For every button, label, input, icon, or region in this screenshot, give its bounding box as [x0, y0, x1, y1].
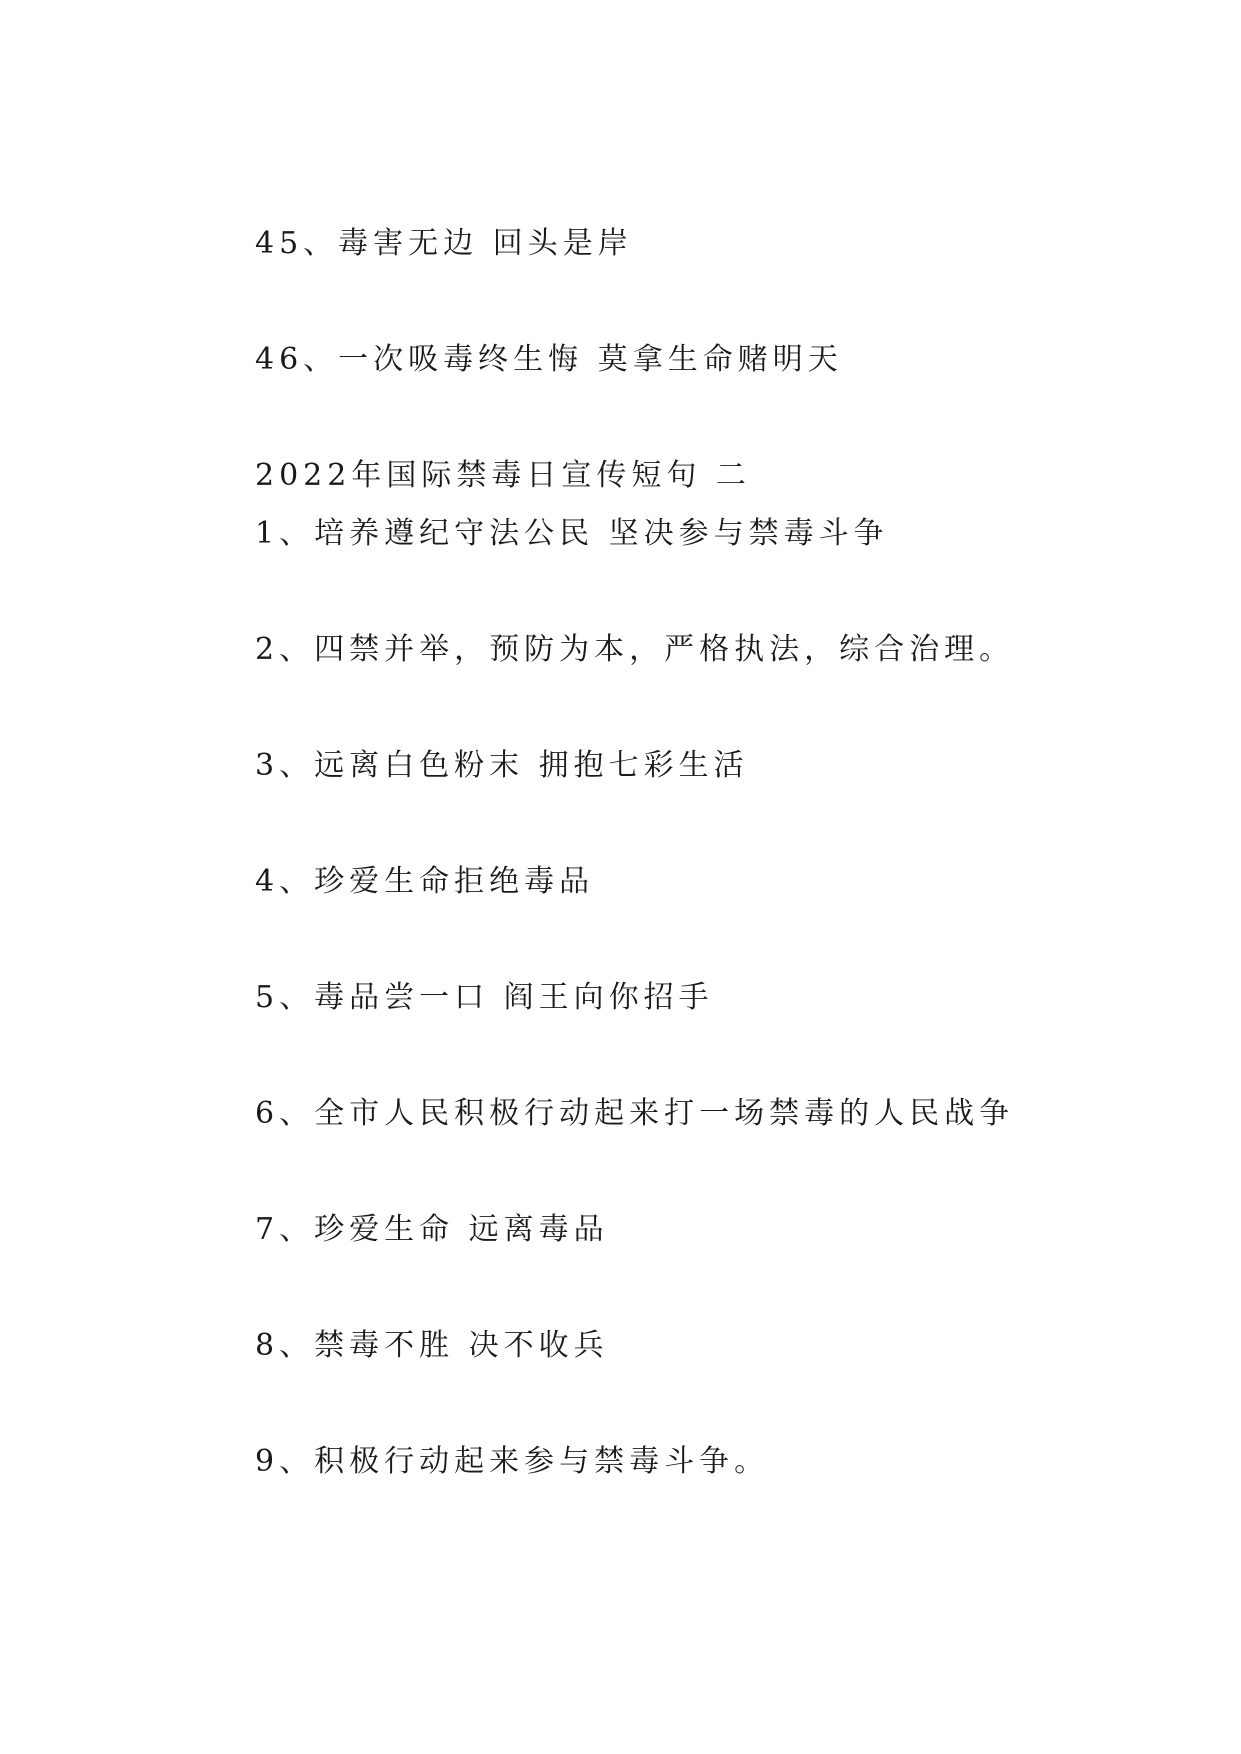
slogan-45: 45、毒害无边 回头是岸: [255, 226, 633, 261]
slogan-5: 5、毒品尝一口 阎王向你招手: [255, 980, 714, 1015]
slogan-46: 46、一次吸毒终生悔 莫拿生命赌明天: [255, 342, 843, 377]
slogan-7: 7、珍爱生命 远离毒品: [255, 1212, 609, 1247]
slogan-1: 1、培养遵纪守法公民 坚决参与禁毒斗争: [255, 516, 889, 551]
slogan-9: 9、积极行动起来参与禁毒斗争。: [255, 1444, 770, 1479]
slogan-3: 3、远离白色粉末 拥抱七彩生活: [255, 748, 749, 783]
slogan-4: 4、珍爱生命拒绝毒品: [255, 864, 595, 899]
slogan-8: 8、禁毒不胜 决不收兵: [255, 1328, 609, 1363]
section-heading: 2022年国际禁毒日宣传短句 二: [255, 458, 751, 493]
slogan-2: 2、四禁并举，预防为本，严格执法，综合治理。: [255, 632, 1015, 667]
slogan-6: 6、全市人民积极行动起来打一场禁毒的人民战争: [255, 1096, 1015, 1131]
